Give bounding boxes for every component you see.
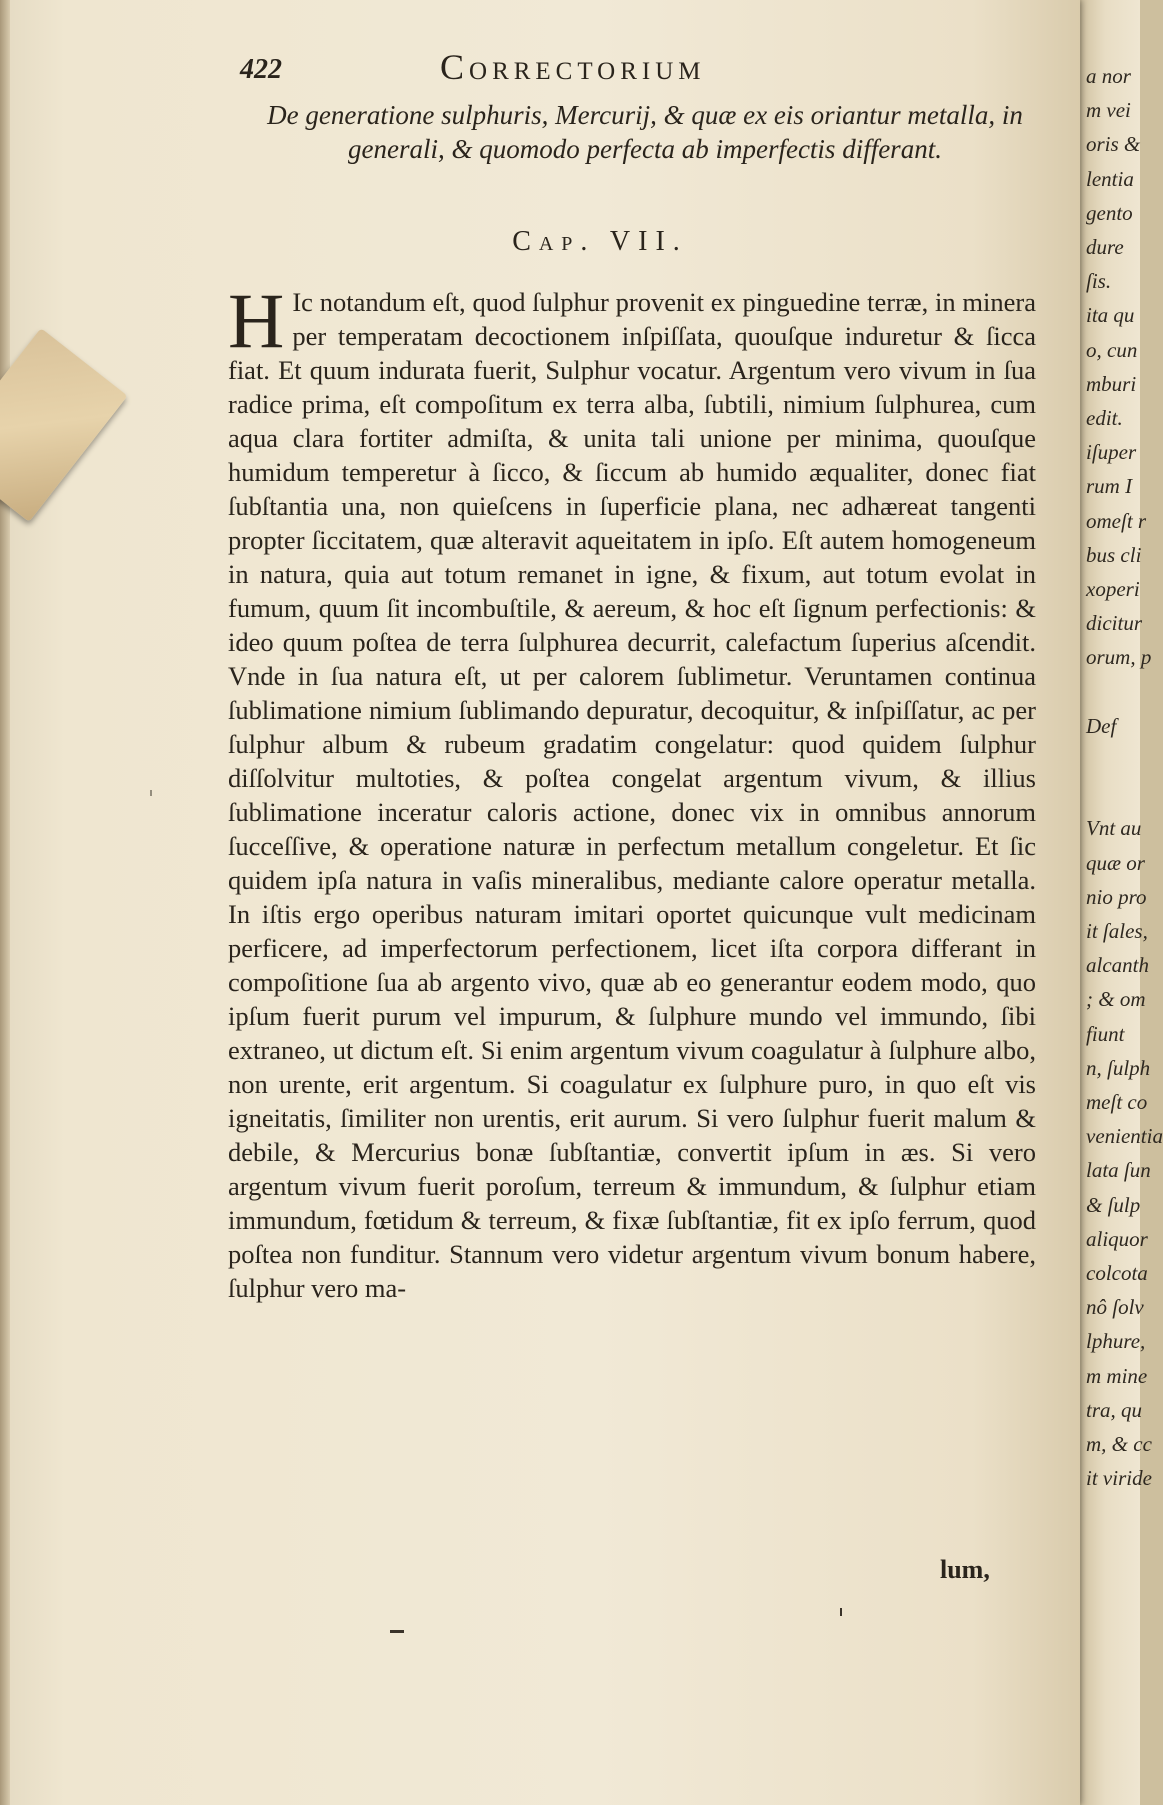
opposite-page-line: ; & om — [1086, 987, 1146, 1012]
page-left-edge — [0, 0, 10, 1805]
opposite-page-line: oris & — [1086, 132, 1141, 157]
opposite-page-line: n, ſulph — [1086, 1055, 1151, 1080]
body-text — [228, 277, 1036, 1305]
opposite-page-line: a nor — [1086, 64, 1131, 88]
opposite-page-line: venientia — [1086, 1124, 1163, 1149]
opposite-page-line: edit. — [1086, 406, 1123, 430]
ink-mark — [840, 1608, 842, 1616]
opposite-page-line: o, cun — [1086, 337, 1138, 362]
opposite-page-line: ita qu — [1086, 303, 1135, 328]
opposite-page-line: colcota — [1086, 1261, 1148, 1285]
opposite-page-line: rum I — [1086, 474, 1133, 499]
chapter-title: De generatione sulphuris, Mercurij, & quæ ex eis oriantur metalla, in generali, & quomodo perfecta ab imperfectis differant. — [267, 100, 1023, 164]
opposite-page-line: iſuper — [1086, 440, 1137, 465]
chapter-label: Cap. VII. — [512, 226, 688, 257]
page-number: 422 — [240, 54, 282, 85]
opposite-page-line: fiunt — [1086, 1021, 1125, 1046]
opposite-page-line: it viride — [1086, 1466, 1152, 1491]
opposite-page-line: quæ or — [1086, 850, 1145, 875]
drop-cap: H — [228, 277, 285, 364]
ink-mark — [150, 790, 152, 796]
opposite-page-line: omeſt r — [1086, 508, 1147, 533]
opposite-page-line: Def — [1086, 713, 1117, 738]
wooden-bookmark — [0, 328, 128, 522]
running-head: Correctorium — [440, 47, 706, 87]
body-paragraph: Ic notandum eſt, quod ſulphur provenit ex pinguedine terræ, in minera per temperatam decoctionem inſpiſſata, quouſque induretur & ſicca fiat. Et quum indurata fuerit, Sulphur vocatur. Argentum vero vivum in ſua radice prima, eſt compoſitum ex terra alba, ſubtili, nimium ſulphurea, cum aqua clara fortiter admiſta, & unita tali unione per minima, quouſque humidum temperetur à ſicco, & ſiccum ab humido æqualiter, donec fiat ſubſtantia una, non quieſcens in ſuperficie plana, nec adhæreat tangenti propter ſiccitatem, quæ alteravit aqueitatem in ipſo. Eſt autem homogeneum in natura, quia aut totum remanet in igne, & fixum, aut totum evolat in fumum, quum ſit incombuſtile, & aereum, & hoc eſt ſignum perfectionis: & ideo quum poſtea de terra ſulphurea decurrit, calefactum ſuperius aſcendit. Vnde in ſua natura eſt, ut per calorem ſublimetur. Veruntamen continua ſublimatione nimium ſublimando depuratur, decoquitur, & inſpiſſatur, ac per ſulphur album & rubeum gradatim congelatur: quod quidem ſulphur diſſolvitur multoties, & poſtea congelat argentum vivum, & illius ſublimatione inceratur caloris actione, donec vix in omnibus annorum ſucceſſive, & operatione naturæ in perfectum metallum congeletur. Et ſic quidem ipſa natura in vaſis mineralibus, mediante calore operatur metalla. In iſtis ergo operibus naturam imitari oportet quicunque vult medicinam perficere, ad imperfectorum perfectionem, licet iſta corpora differant in compoſitione ſua ab argento vivo, quæ ab eo generantur eodem modo, quo ipſum fuerit purum vel impurum, & ſulphure mundo vel immundo, ſibi extraneo, ut dictum eſt. Si enim argentum vivum coagulatur à ſulphure albo, non urente, erit argentum. Si coagulatur ex ſulphure puro, in quo eſt vis igneitatis, ſimiliter non urentis, erit aurum. Si vero ſulphur fuerit malum & debile, & Mercurius bonæ ſubſtantiæ, convertit ipſum in æs. Si vero argentum vivum fuerit poroſum, terreum & immundum, & ſulphur etiam immundum, fœtidum & terreum, & fixæ ſubſtantiæ, fit ex ipſo ferrum, quod poſtea non funditur. Stannum vero videtur argentum vivum bonum habere, ſulphur vero ma- — [228, 287, 1036, 1303]
opposite-page-line: alcanth — [1086, 953, 1149, 978]
opposite-page-line: Vnt au — [1086, 816, 1142, 841]
opposite-page-line: m mine — [1086, 1363, 1148, 1388]
ink-mark — [390, 1630, 404, 1633]
opposite-page-line: orum, p — [1086, 645, 1152, 670]
page-header — [240, 46, 860, 94]
opposite-page-edge — [1082, 0, 1163, 1805]
opposite-page-line: bus cli — [1086, 542, 1142, 567]
opposite-page-line: m vei — [1086, 98, 1131, 123]
opposite-page-line: nô ſolv — [1086, 1295, 1144, 1320]
opposite-page-line: lata ſun — [1086, 1158, 1151, 1183]
opposite-page-line: nio pro — [1086, 884, 1147, 909]
opposite-page-line: dure — [1086, 235, 1124, 259]
opposite-page-line: & ſulp — [1086, 1192, 1141, 1217]
opposite-page-line: gento — [1086, 200, 1133, 225]
opposite-page-line: meſt co — [1086, 1090, 1148, 1114]
opposite-page-line: it ſales, — [1086, 919, 1148, 943]
opposite-page-line: lphure, — [1086, 1329, 1146, 1354]
opposite-page-line: mburi — [1086, 371, 1137, 396]
opposite-page-line: lentia — [1086, 166, 1134, 191]
opposite-page-line: aliquor — [1086, 1226, 1148, 1251]
opposite-page-line: dicitur — [1086, 611, 1142, 636]
opposite-page-line: ſis. — [1086, 269, 1112, 294]
opposite-page-line: tra, qu — [1086, 1397, 1143, 1422]
catchword: lum, — [940, 1555, 990, 1584]
opposite-page-line: m, & cc — [1086, 1432, 1152, 1456]
opposite-page-line: xoperi — [1086, 577, 1140, 601]
